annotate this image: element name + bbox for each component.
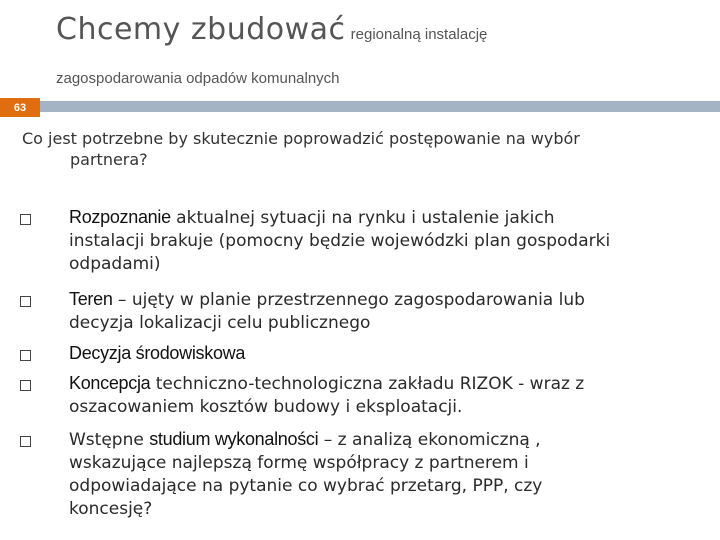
bullet-line-2: wskazujące najlepszą formę współpracy z partnerem i: [69, 453, 529, 473]
intro-line-2: partnera?: [70, 150, 148, 169]
bullet-line-1: – ujęty w planie przestrzennego zagospodarowania lub: [112, 290, 585, 310]
bullet-line-1: aktualnej sytuacji na rynku i ustalenie jakich: [170, 208, 555, 228]
slide-number-badge: 63: [0, 98, 40, 117]
intro-line-1: Co jest potrzebne by skutecznie poprowadzić postępowanie na wybór: [22, 129, 580, 148]
bullet-line-2: decyzja lokalizacji celu publicznego: [69, 313, 371, 333]
title-divider-bar: [0, 101, 720, 112]
checkbox-bullet-icon: [20, 436, 31, 447]
slide-title: [56, 12, 487, 47]
bullet-line-1: techniczno-technologiczna zakładu RIZOK - wraz z: [150, 374, 585, 394]
bullet-line-3: odpowiadające na pytanie co wybrać przetarg, PPP, czy: [69, 476, 543, 496]
checkbox-bullet-icon: [20, 296, 31, 307]
title-large-text: Chcemy zbudować: [56, 12, 346, 47]
bullet-text: [69, 342, 699, 366]
checkbox-bullet-icon: [20, 350, 31, 361]
bullet-keyword: Rozpoznanie: [69, 207, 171, 227]
checkbox-bullet-icon: [20, 214, 31, 225]
bullet-keyword: Teren: [69, 289, 113, 309]
bullet-line-3: odpadami): [69, 254, 161, 274]
intro-question: [22, 128, 662, 170]
bullet-text: [69, 288, 699, 335]
bullet-line-1: – z analizą ekonomiczną ,: [318, 430, 541, 450]
bullet-line-4: koncesję?: [69, 499, 153, 519]
bullet-line-2: oszacowaniem kosztów budowy i eksploatacji.: [69, 397, 463, 417]
bullet-text: [69, 206, 699, 276]
bullet-keyword: studium wykonalności: [149, 429, 319, 449]
title-subline: zagospodarowania odpadów komunalnych: [56, 70, 340, 87]
bullet-prefix: Wstępne: [69, 430, 150, 450]
bullet-line-2: instalacji brakuje (pomocny będzie wojewódzki plan gospodarki: [69, 231, 611, 251]
bullet-keyword: Koncepcja: [69, 373, 151, 393]
checkbox-bullet-icon: [20, 380, 31, 391]
bullet-text: [69, 428, 699, 521]
title-small-inline-text: regionalną instalację: [350, 26, 488, 43]
bullet-keyword: Decyzja środowiskowa: [69, 343, 246, 363]
bullet-text: [69, 372, 699, 419]
